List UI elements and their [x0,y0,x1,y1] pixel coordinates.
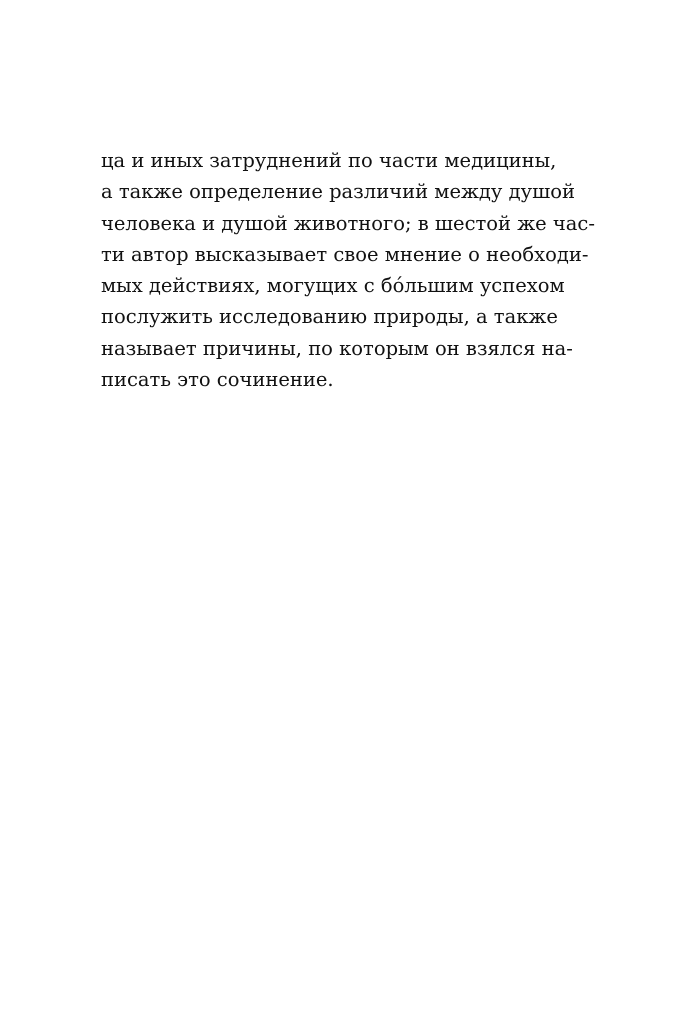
text-line-2: а также определение различий между душой [101,180,575,204]
text-line-1: ца и иных затруднений по части медицины, [101,149,557,172]
text-line-6: послужить исследованию природы, а также [101,305,558,329]
body-text [101,145,595,395]
text-line-8: писать это сочинение. [101,368,334,392]
text-line-3: человека и душой животного; в шестой же час- [101,211,595,235]
text-line-7: называет причины, по которым он взялся на- [101,336,573,360]
text-line-5: мых действиях, могущих с бóльшим успехом [101,274,565,298]
text-line-4: ти автор высказывает свое мнение о необходи- [101,242,589,266]
